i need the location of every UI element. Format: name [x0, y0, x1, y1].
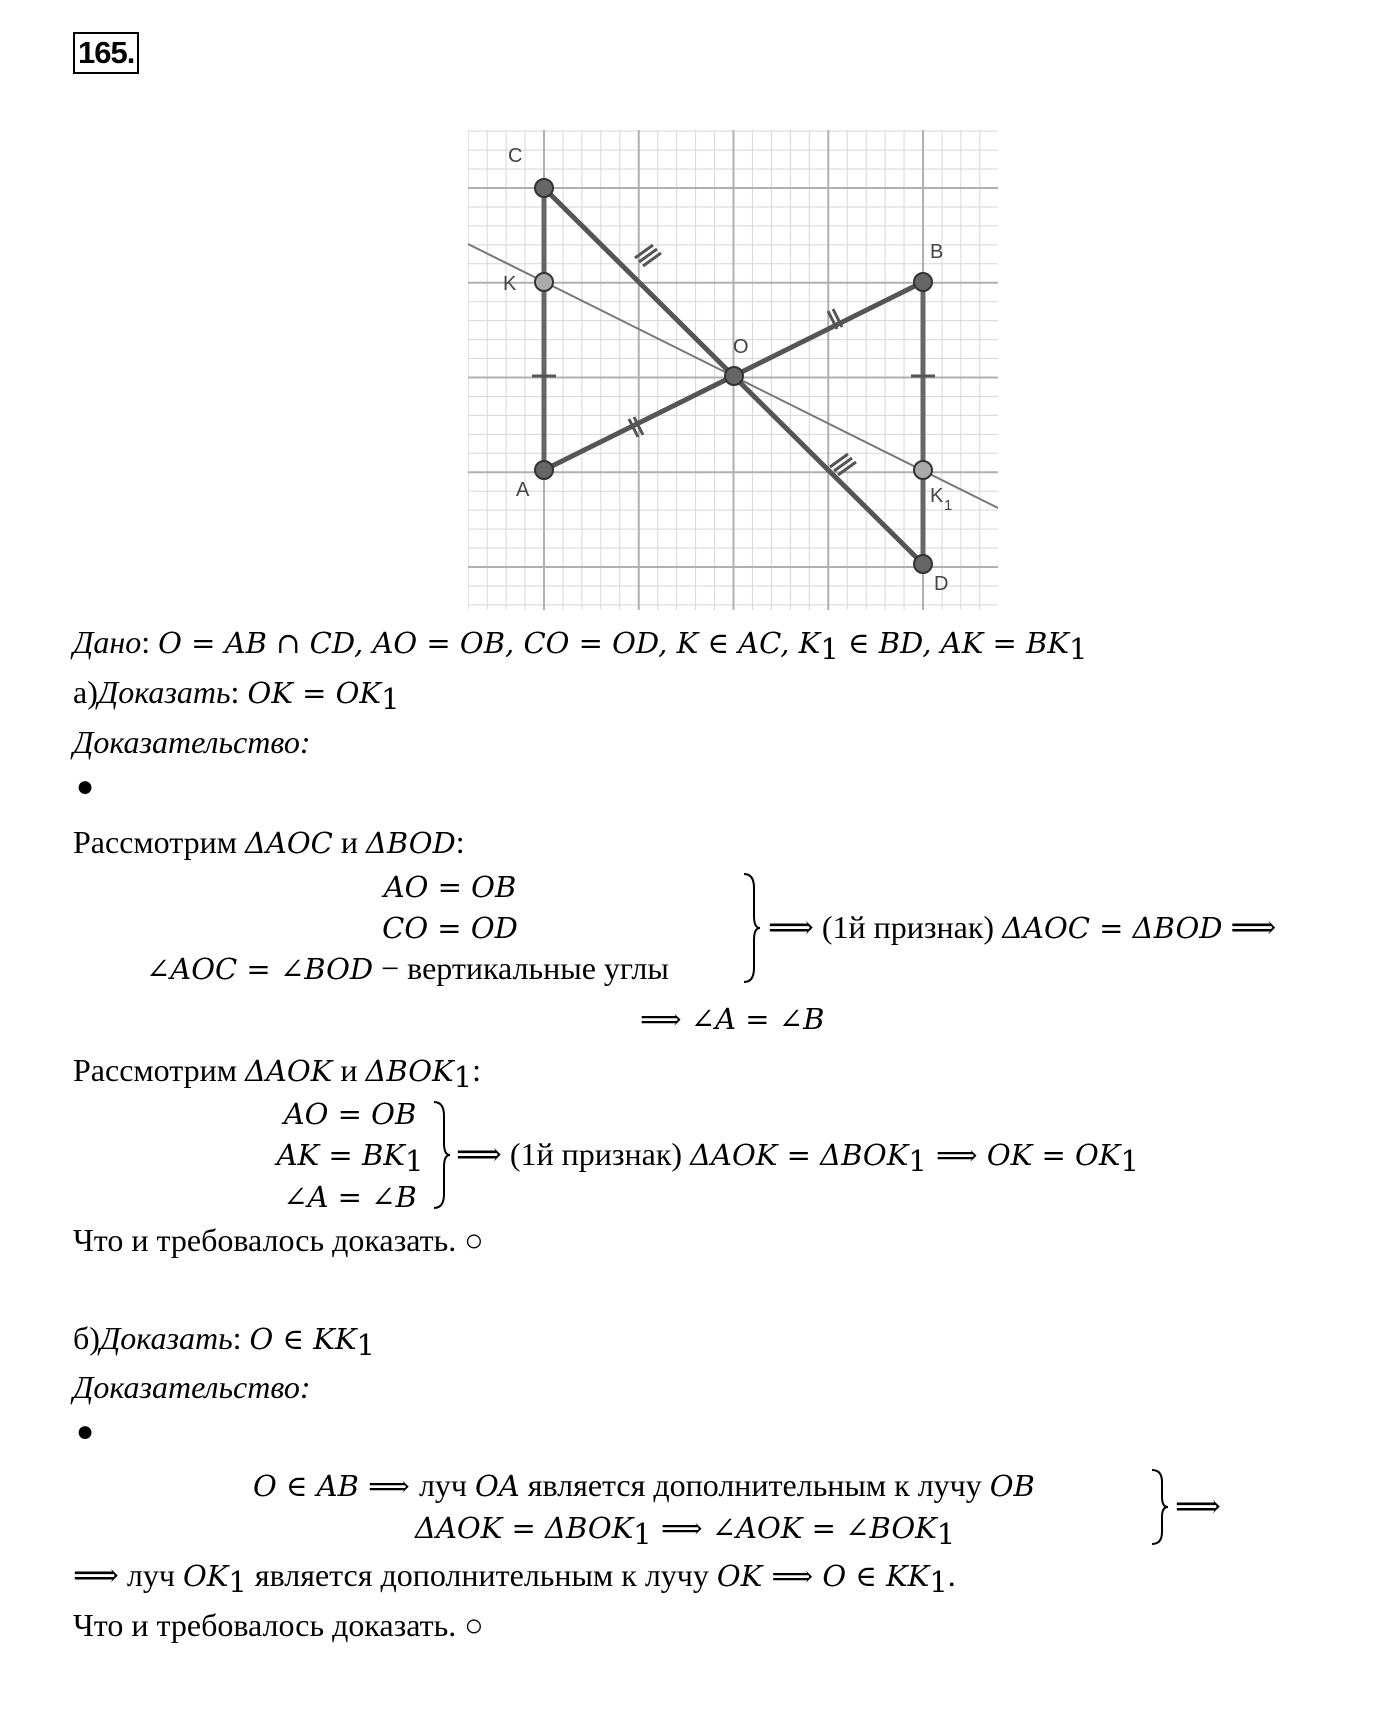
- sys1-conclusion-2: ⟹ ∠A = ∠B: [640, 1002, 825, 1036]
- sys1-line-1: AO = OB: [383, 870, 517, 904]
- point-d: [914, 555, 932, 573]
- qed-a: Что и требовалось доказать. ○: [73, 1222, 484, 1258]
- point-c: [535, 179, 553, 197]
- sys2-line-3: ∠A = ∠B: [283, 1180, 417, 1214]
- consider-line-2: Рассмотрим ΔAOK и $\Delta BOK_1$:: [73, 1052, 482, 1094]
- point-a: [535, 461, 553, 479]
- point-k: [535, 273, 553, 291]
- label-k1: K: [930, 485, 944, 507]
- consider-line-1: Рассмотрим ΔAOC и ΔBOD:: [73, 824, 465, 860]
- point-o: [725, 367, 743, 385]
- sys2-conclusion: ⟹ (1й признак) $\Delta AOK = \Delta BOK_1$ ⟹ OK = $OK_1$: [456, 1136, 1139, 1178]
- sys3-line-1: O ∈ AB ⟹ луч OA является дополнительным к лучу OB: [253, 1467, 1035, 1503]
- geometry-figure: [468, 130, 998, 610]
- qed-b: Что и требовалось доказать. ○: [73, 1607, 484, 1643]
- label-k: K: [503, 273, 517, 295]
- label-c: C: [508, 145, 523, 167]
- sys3-line-2: $\Delta AOK = \Delta BOK_1$ ⟹ ∠AOK = $\angle BOK_1$: [415, 1511, 956, 1551]
- given-line: Дано: O = AB ∩ CD, AO = OB, CO = OD, K ∈ AC, $K_1$ ∈ BD, AK = $BK_1$: [73, 624, 1088, 666]
- part-b-goal: б)Доказать: O ∈ $KK_1$: [73, 1320, 375, 1362]
- part-b-proof-label: Доказательство:: [73, 1369, 311, 1405]
- sys1-line-3: ∠AOC = ∠BOD − вертикальные углы: [146, 950, 669, 986]
- bullet: ●: [76, 1415, 95, 1448]
- brace-2: [430, 1100, 452, 1210]
- sys2-line-2: AK = $BK_1$: [276, 1138, 424, 1178]
- sys1-line-2: CO = OD: [382, 911, 518, 945]
- bullet: ●: [76, 770, 95, 803]
- sys2-line-1: AO = OB: [283, 1097, 417, 1131]
- label-k1-sub: 1: [944, 497, 953, 514]
- brace-3: [1148, 1468, 1170, 1546]
- point-k1: [914, 461, 932, 479]
- sys1-conclusion: ⟹ (1й признак) ΔAOC = ΔBOD ⟹: [768, 909, 1277, 945]
- point-b: [914, 273, 932, 291]
- brace-1: [740, 872, 762, 984]
- part-a-goal: а)Доказать: OK = $OK_1$: [73, 674, 400, 716]
- sys3-conclusion: ⟹: [1175, 1488, 1221, 1524]
- part-a-proof-label: Доказательство:: [73, 724, 311, 760]
- conclusion-line: ⟹ луч $OK_1$ является дополнительным к лучу OK ⟹ O ∈ $KK_1$.: [73, 1557, 956, 1599]
- problem-number: 165.: [73, 32, 139, 74]
- label-o: O: [733, 336, 749, 358]
- label-d: D: [934, 573, 949, 595]
- label-b: B: [930, 241, 944, 263]
- label-a: A: [516, 479, 530, 501]
